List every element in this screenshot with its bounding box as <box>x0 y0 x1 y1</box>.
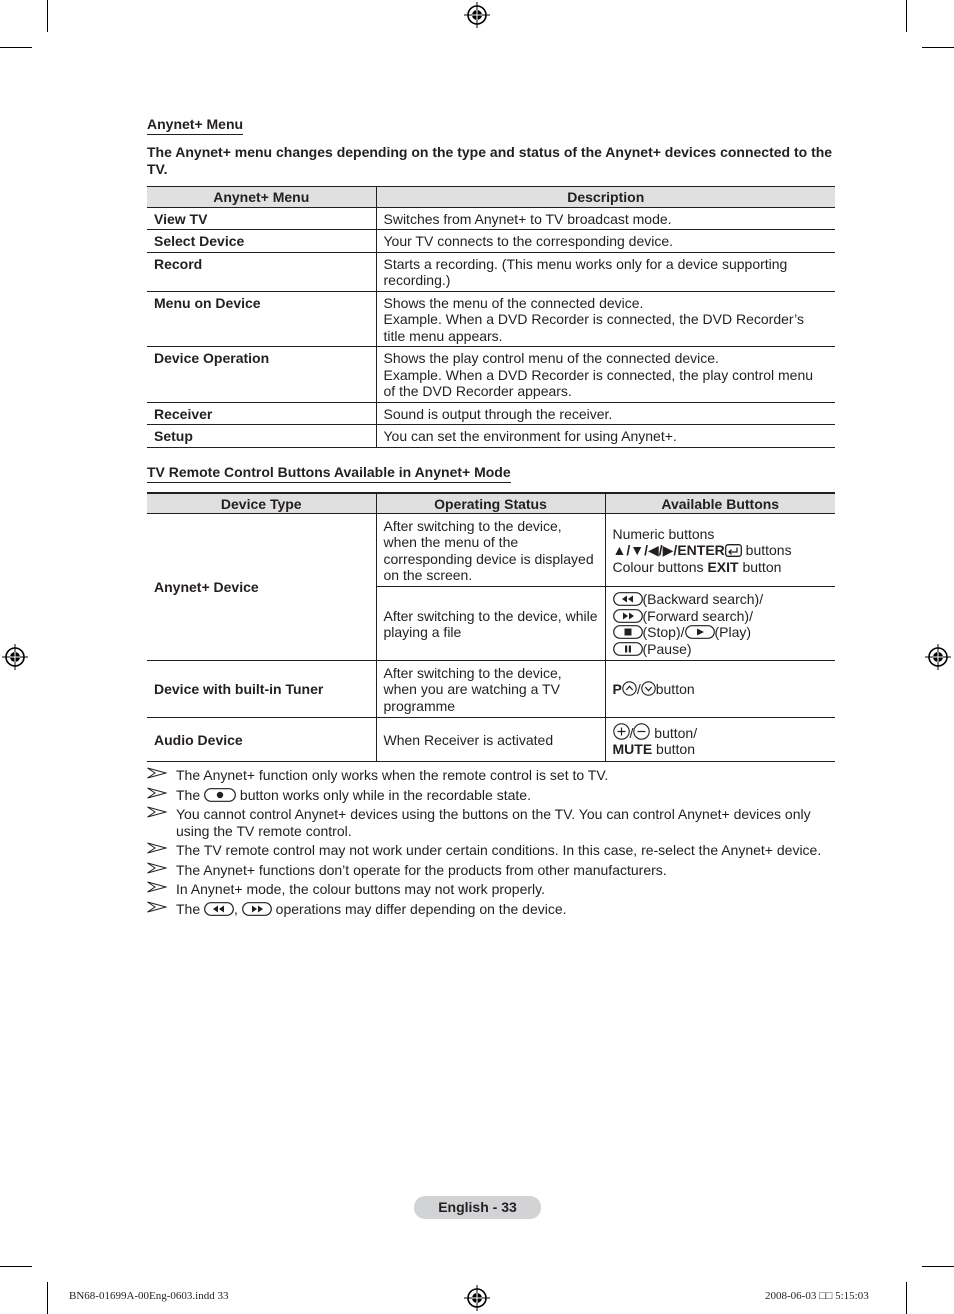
description-line: Example. When a DVD Recorder is connected, the DVD Recorder’s title menu appears. <box>383 311 804 344</box>
crop-mark <box>0 1266 32 1267</box>
section-title-anynet-menu: Anynet+ Menu <box>147 116 243 135</box>
table-row <box>147 718 835 762</box>
available-buttons-cell <box>605 587 835 661</box>
stop-icon <box>613 625 643 639</box>
description-line: Your TV connects to the corresponding device. <box>383 233 674 249</box>
table-row <box>147 402 835 425</box>
description-line: Switches from Anynet+ to TV broadcast mode. <box>383 210 672 227</box>
column-header: Anynet+ Menu <box>147 187 376 208</box>
fast-forward-icon <box>242 902 272 916</box>
stop-play-entry <box>613 624 829 641</box>
volume-down-icon <box>633 723 650 740</box>
note-text: In Anynet+ mode, the colour buttons may not work properly. <box>176 881 545 897</box>
volume-up-icon <box>613 723 630 740</box>
crop-mark <box>906 0 907 32</box>
note-item <box>147 901 835 918</box>
registration-mark-icon <box>2 644 28 670</box>
column-header: Operating Status <box>376 493 605 514</box>
table-row <box>147 230 835 253</box>
intro-paragraph: The Anynet+ menu changes depending on the type and status of the Anynet+ devices connected to the TV. <box>147 144 833 177</box>
note-item <box>147 881 835 898</box>
note-arrow-icon <box>147 806 167 818</box>
menu-item-description <box>376 402 835 425</box>
crop-mark <box>922 47 954 48</box>
note-text: The TV remote control may not work under certain conditions. In this case, re-select the Anynet+ device. <box>176 842 822 858</box>
play-label: (Play) <box>714 624 752 640</box>
description-line: Example. When a DVD Recorder is connected, the play control menu of the DVD Recorder appears. <box>383 366 814 399</box>
rewind-icon <box>613 592 643 606</box>
note-item <box>147 787 835 804</box>
backward-search-label: (Backward search)/ <box>642 591 764 607</box>
menu-item-description <box>376 347 835 403</box>
table-row <box>147 291 835 347</box>
rewind-icon <box>204 902 234 916</box>
print-slug-left: BN68-01699A-00Eng-0603.indd 33 <box>69 1290 229 1302</box>
button-suffix: button <box>738 558 782 575</box>
device-type-cell: Anynet+ Device <box>147 514 376 661</box>
note-text: The Anynet+ functions don’t operate for the products from other manufacturers. <box>176 861 667 878</box>
record-icon <box>204 788 236 802</box>
crop-mark <box>47 1282 48 1314</box>
menu-item-name: Receiver <box>147 402 376 425</box>
note-arrow-icon <box>147 862 167 874</box>
menu-item-name: Record <box>147 252 376 291</box>
note-arrow-icon <box>147 842 167 854</box>
available-buttons-cell <box>605 514 835 587</box>
device-type-cell: Audio Device <box>147 718 376 762</box>
description-line: Shows the play control menu of the connected device. <box>383 350 719 366</box>
menu-item-description <box>376 425 835 448</box>
column-header: Description <box>376 187 835 208</box>
available-buttons-cell <box>605 661 835 718</box>
exit-key-label: EXIT <box>707 558 739 575</box>
note-text: The <box>176 786 205 803</box>
backward-search-entry <box>613 591 829 608</box>
operating-status-cell: After switching to the device, while playing a file <box>376 587 605 661</box>
mute-key-label: MUTE <box>612 741 653 757</box>
play-icon <box>685 625 715 639</box>
p-key-label: P <box>612 681 622 698</box>
mute-button-label <box>613 741 829 758</box>
column-header: Device Type <box>147 493 376 514</box>
arrow-enter-buttons-label <box>613 542 829 559</box>
volume-buttons-label <box>613 723 829 742</box>
note-item <box>147 842 835 859</box>
menu-item-name: Device Operation <box>147 347 376 403</box>
table-row <box>147 661 835 718</box>
button-suffix: button <box>652 741 695 757</box>
note-text: , <box>234 900 242 917</box>
crop-mark <box>0 47 32 48</box>
forward-search-entry <box>613 608 829 625</box>
menu-item-name: Menu on Device <box>147 291 376 347</box>
colour-buttons-label: Colour buttons <box>612 558 708 575</box>
page-content <box>147 116 835 920</box>
notes-list <box>147 767 835 917</box>
table-row <box>147 425 835 448</box>
menu-item-name: Select Device <box>147 230 376 253</box>
table-row <box>147 514 835 587</box>
anynet-menu-table <box>147 186 835 448</box>
button-suffix: button <box>655 681 695 698</box>
note-text: You cannot control Anynet+ devices using the buttons on the TV. You can control Anynet+ devices only using the TV remote control. <box>176 806 811 839</box>
page-number-badge: English - 33 <box>414 1196 541 1219</box>
buttons-suffix: buttons <box>741 542 792 559</box>
channel-down-icon <box>641 681 656 696</box>
menu-item-name: Setup <box>147 425 376 448</box>
pause-label: (Pause) <box>642 640 692 657</box>
remote-buttons-table <box>147 492 835 763</box>
menu-item-name: View TV <box>147 207 376 230</box>
enter-key-label: ENTER <box>677 542 725 559</box>
button-suffix: button/ <box>650 724 698 741</box>
section-title-remote-buttons: TV Remote Control Buttons Available in Anynet+ Mode <box>147 464 511 483</box>
note-arrow-icon <box>147 881 167 893</box>
note-text: operations may differ depending on the device. <box>271 900 567 917</box>
menu-item-description <box>376 207 835 230</box>
description-line: Sound is output through the receiver. <box>383 405 613 422</box>
separator: / <box>636 681 641 698</box>
available-buttons-cell <box>605 718 835 762</box>
menu-item-description <box>376 252 835 291</box>
numeric-buttons-label: Numeric buttons <box>612 525 715 542</box>
table-header-row <box>147 187 835 208</box>
note-text: button works only while in the recordable state. <box>236 786 531 803</box>
description-line: You can set the environment for using Anynet+. <box>383 428 677 444</box>
fast-forward-icon <box>613 609 643 623</box>
note-arrow-icon <box>147 767 167 779</box>
registration-mark-icon <box>925 644 951 670</box>
stop-label: (Stop)/ <box>642 624 685 640</box>
crop-mark <box>922 1266 954 1267</box>
operating-status-cell: When Receiver is activated <box>376 718 605 762</box>
note-item <box>147 806 835 839</box>
pause-entry <box>613 641 829 658</box>
note-text: The <box>176 900 205 917</box>
description-line: Starts a recording. (This menu works only for a device supporting recording.) <box>383 255 788 288</box>
print-slug-right: 2008-06-03 □□ 5:15:03 <box>765 1290 869 1302</box>
registration-mark-icon <box>464 1285 490 1311</box>
channel-buttons-label <box>613 681 829 698</box>
separator: / <box>629 724 634 741</box>
note-item <box>147 862 835 879</box>
menu-item-description <box>376 291 835 347</box>
table-row <box>147 347 835 403</box>
description-line: Shows the menu of the connected device. <box>383 294 644 311</box>
note-item <box>147 767 835 784</box>
note-arrow-icon <box>147 901 167 913</box>
operating-status-cell: After switching to the device, when you are watching a TV programme <box>376 661 605 718</box>
table-header-row <box>147 493 835 514</box>
colour-exit-label <box>613 559 829 576</box>
enter-icon <box>725 544 742 557</box>
crop-mark <box>47 0 48 32</box>
section-remote-buttons <box>147 464 835 483</box>
table-row <box>147 252 835 291</box>
operating-status-cell: After switching to the device, when the menu of the corresponding device is displayed on the screen. <box>376 514 605 587</box>
registration-mark-icon <box>464 2 490 28</box>
device-type-cell: Device with built-in Tuner <box>147 661 376 718</box>
forward-search-label: (Forward search)/ <box>642 607 753 624</box>
note-arrow-icon <box>147 787 167 799</box>
menu-item-description <box>376 230 835 253</box>
channel-up-icon <box>622 681 637 696</box>
arrow-keys-label: ▲/▼/◀/▶/ <box>612 542 678 559</box>
table-row <box>147 207 835 230</box>
crop-mark <box>906 1282 907 1314</box>
pause-icon <box>613 642 643 656</box>
column-header: Available Buttons <box>605 493 835 514</box>
note-text: The Anynet+ function only works when the remote control is set to TV. <box>176 767 609 783</box>
